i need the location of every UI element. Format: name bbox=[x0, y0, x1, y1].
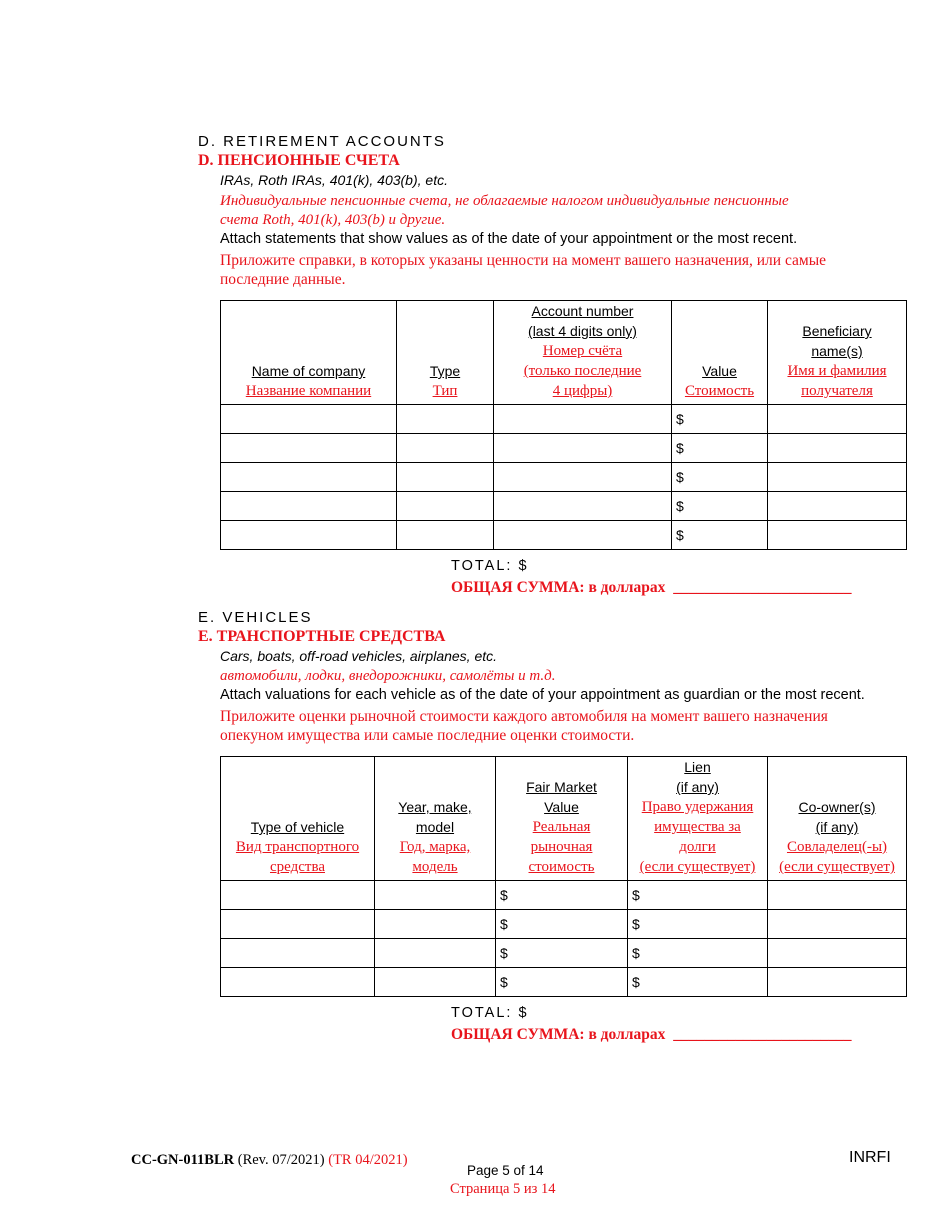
table-row bbox=[221, 434, 907, 463]
table-cell[interactable] bbox=[672, 434, 768, 463]
footer-page-number-ru: Страница 5 из 14 bbox=[450, 1181, 556, 1197]
section-e-instruction: Attach valuations for each vehicle as of the date of your appointment as guardian or the most recent. bbox=[220, 687, 865, 703]
section-e-instruction-ru-line1: Приложите оценки рыночной стоимости каждого автомобиля на момент вашего назначения bbox=[220, 708, 828, 725]
table-row bbox=[221, 463, 907, 492]
currency-symbol: $ bbox=[500, 887, 508, 903]
table-cell[interactable] bbox=[494, 492, 672, 521]
currency-symbol: $ bbox=[500, 945, 508, 961]
table-cell[interactable] bbox=[494, 463, 672, 492]
table-cell[interactable] bbox=[221, 463, 397, 492]
table-cell[interactable] bbox=[768, 968, 907, 997]
table-cell[interactable] bbox=[221, 968, 375, 997]
header-label-en: Type of vehicle bbox=[250, 819, 345, 835]
header-value bbox=[672, 301, 768, 405]
table-cell[interactable] bbox=[496, 881, 628, 910]
header-label-ru: 4 цифры) bbox=[552, 383, 613, 399]
table-cell[interactable] bbox=[768, 492, 907, 521]
header-label-en: Account number bbox=[531, 303, 634, 319]
header-label-ru: Стоимость bbox=[684, 383, 755, 399]
header-year-make-model bbox=[375, 757, 496, 881]
table-cell[interactable] bbox=[768, 910, 907, 939]
table-cell[interactable] bbox=[221, 434, 397, 463]
table-cell[interactable] bbox=[672, 521, 768, 550]
section-e-subtitle-ru: автомобили, лодки, внедорожники, самолёты и т.д. bbox=[220, 668, 556, 684]
section-d-instruction: Attach statements that show values as of the date of your appointment or the most recent. bbox=[220, 231, 798, 247]
header-label-ru: (если существует) bbox=[779, 859, 895, 875]
header-label-ru: рыночная bbox=[530, 839, 593, 855]
section-d-total-ru-label: ОБЩАЯ СУММА: в долларах bbox=[451, 579, 666, 596]
header-label-en: model bbox=[415, 819, 455, 835]
header-label-en: Fair Market bbox=[526, 779, 597, 795]
table-cell[interactable] bbox=[768, 881, 907, 910]
table-cell[interactable] bbox=[672, 492, 768, 521]
section-e-instruction-ru bbox=[220, 707, 828, 745]
table-cell[interactable] bbox=[397, 492, 494, 521]
footer-form-id: CC-GN-011BLR bbox=[131, 1152, 235, 1168]
table-cell[interactable] bbox=[768, 521, 907, 550]
header-label-ru: Имя и фамилия bbox=[787, 363, 887, 379]
table-cell[interactable] bbox=[221, 881, 375, 910]
header-label-ru: Вид транспортного bbox=[235, 839, 360, 855]
currency-symbol: $ bbox=[676, 498, 684, 514]
table-header-row bbox=[221, 757, 907, 881]
header-label-ru: (если существует) bbox=[639, 859, 756, 875]
header-label-ru: Совладелец(-ы) bbox=[786, 839, 888, 855]
header-beneficiary bbox=[768, 301, 907, 405]
section-d-instruction-ru-line2: последние данные. bbox=[220, 271, 346, 288]
table-cell[interactable] bbox=[375, 881, 496, 910]
table-cell[interactable] bbox=[397, 434, 494, 463]
section-d-title-ru: D. ПЕНСИОННЫЕ СЧЕТА bbox=[198, 152, 400, 169]
table-cell[interactable] bbox=[494, 434, 672, 463]
section-d-total-blank[interactable]: _______________________ bbox=[673, 579, 852, 596]
table-cell[interactable] bbox=[628, 968, 768, 997]
table-cell[interactable] bbox=[628, 939, 768, 968]
header-label-ru: Тип bbox=[432, 383, 458, 399]
section-d-total-ru bbox=[451, 579, 851, 597]
table-cell[interactable] bbox=[375, 910, 496, 939]
table-cell[interactable] bbox=[221, 492, 397, 521]
header-type bbox=[397, 301, 494, 405]
section-e-total-blank[interactable]: _______________________ bbox=[673, 1026, 852, 1043]
table-cell[interactable] bbox=[628, 881, 768, 910]
footer-code: INRFI bbox=[849, 1149, 891, 1166]
section-d-subtitle-ru-line1: Индивидуальные пенсионные счета, не облагаемые налогом индивидуальные пенсионные bbox=[220, 193, 789, 209]
table-cell[interactable] bbox=[768, 434, 907, 463]
currency-symbol: $ bbox=[676, 411, 684, 427]
section-d-title: D. RETIREMENT ACCOUNTS bbox=[198, 133, 446, 150]
header-label-ru: стоимость bbox=[528, 859, 595, 875]
header-type-of-vehicle bbox=[221, 757, 375, 881]
header-label-en: Value bbox=[544, 799, 579, 815]
header-label-en: Co-owner(s) bbox=[798, 799, 876, 815]
currency-symbol: $ bbox=[676, 440, 684, 456]
header-label-en: Value bbox=[702, 363, 737, 379]
section-e-total-ru bbox=[451, 1026, 851, 1044]
currency-symbol: $ bbox=[676, 469, 684, 485]
section-d-subtitle-ru-line2: счета Roth, 401(k), 403(b) и другие. bbox=[220, 212, 446, 228]
table-cell[interactable] bbox=[628, 910, 768, 939]
section-d-instruction-ru bbox=[220, 251, 826, 289]
table-row bbox=[221, 881, 907, 910]
header-label-en: (if any) bbox=[676, 779, 719, 795]
header-label-en: Beneficiary bbox=[802, 323, 872, 339]
header-co-owner bbox=[768, 757, 907, 881]
table-cell[interactable] bbox=[397, 405, 494, 434]
currency-symbol: $ bbox=[632, 974, 640, 990]
table-row bbox=[221, 492, 907, 521]
table-cell[interactable] bbox=[397, 463, 494, 492]
table-cell[interactable] bbox=[221, 521, 397, 550]
footer-form-info bbox=[131, 1152, 408, 1169]
header-fair-market-value bbox=[496, 757, 628, 881]
table-cell[interactable] bbox=[221, 405, 397, 434]
table-cell[interactable] bbox=[672, 463, 768, 492]
header-label-ru: Право удержания bbox=[641, 799, 754, 815]
table-cell[interactable] bbox=[375, 939, 496, 968]
section-d-subtitle-ru bbox=[220, 192, 789, 230]
header-label-ru: средства bbox=[269, 859, 325, 875]
table-row bbox=[221, 521, 907, 550]
section-e-title: E. VEHICLES bbox=[198, 609, 313, 626]
header-label-en: name(s) bbox=[811, 343, 863, 359]
table-cell[interactable] bbox=[768, 463, 907, 492]
table-header-row bbox=[221, 301, 907, 405]
section-e-total: TOTAL: $ bbox=[451, 1005, 529, 1021]
header-label-en: Name of company bbox=[251, 363, 366, 379]
retirement-accounts-table bbox=[220, 300, 907, 550]
vehicles-table bbox=[220, 756, 907, 997]
currency-symbol: $ bbox=[676, 527, 684, 543]
header-label-ru: (только последние bbox=[523, 363, 642, 379]
header-label-ru: Номер счёта bbox=[542, 343, 623, 359]
header-label-en: Year, make, bbox=[398, 799, 472, 815]
currency-symbol: $ bbox=[632, 887, 640, 903]
footer-revision: (Rev. 07/2021) bbox=[237, 1152, 325, 1168]
currency-symbol: $ bbox=[500, 974, 508, 990]
section-e-total-ru-label: ОБЩАЯ СУММА: в долларах bbox=[451, 1026, 666, 1043]
header-name-of-company bbox=[221, 301, 397, 405]
table-cell[interactable] bbox=[496, 910, 628, 939]
header-label-ru: Реальная bbox=[532, 819, 591, 835]
table-row bbox=[221, 910, 907, 939]
section-d-total: TOTAL: $ bbox=[451, 558, 529, 574]
currency-symbol: $ bbox=[632, 916, 640, 932]
table-cell[interactable] bbox=[397, 521, 494, 550]
header-lien bbox=[628, 757, 768, 881]
header-label-ru: Год, марка, bbox=[399, 839, 471, 855]
table-row bbox=[221, 968, 907, 997]
table-cell[interactable] bbox=[768, 405, 907, 434]
header-label-ru: получателя bbox=[801, 383, 873, 399]
table-row bbox=[221, 939, 907, 968]
section-e-title-ru: E. ТРАНСПОРТНЫЕ СРЕДСТВА bbox=[198, 628, 446, 645]
header-label-en: Lien bbox=[684, 759, 711, 775]
header-label-ru: имущества за bbox=[654, 819, 741, 835]
header-label-en: (if any) bbox=[815, 819, 859, 835]
header-label-ru: долги bbox=[679, 839, 716, 855]
table-cell[interactable] bbox=[496, 968, 628, 997]
section-d-subtitle: IRAs, Roth IRAs, 401(k), 403(b), etc. bbox=[220, 172, 448, 188]
table-cell[interactable] bbox=[375, 968, 496, 997]
header-account-number bbox=[494, 301, 672, 405]
header-label-en: (last 4 digits only) bbox=[528, 323, 637, 339]
currency-symbol: $ bbox=[500, 916, 508, 932]
table-cell[interactable] bbox=[496, 939, 628, 968]
section-d-instruction-ru-line1: Приложите справки, в которых указаны ценности на момент вашего назначения, или самые bbox=[220, 252, 826, 269]
table-row bbox=[221, 405, 907, 434]
table-cell[interactable] bbox=[221, 910, 375, 939]
header-label-ru: Название компании bbox=[245, 383, 372, 399]
table-cell[interactable] bbox=[672, 405, 768, 434]
footer-translation: (TR 04/2021) bbox=[328, 1152, 408, 1168]
table-cell[interactable] bbox=[221, 939, 375, 968]
header-label-en: Type bbox=[429, 363, 461, 379]
currency-symbol: $ bbox=[632, 945, 640, 961]
section-e-subtitle: Cars, boats, off-road vehicles, airplanes, etc. bbox=[220, 648, 498, 664]
header-label-ru: модель bbox=[412, 859, 458, 875]
footer-page-number: Page 5 of 14 bbox=[467, 1163, 544, 1178]
table-cell[interactable] bbox=[494, 405, 672, 434]
table-cell[interactable] bbox=[494, 521, 672, 550]
table-cell[interactable] bbox=[768, 939, 907, 968]
section-e-instruction-ru-line2: опекуном имущества или самые последние оценки стоимости. bbox=[220, 727, 635, 744]
